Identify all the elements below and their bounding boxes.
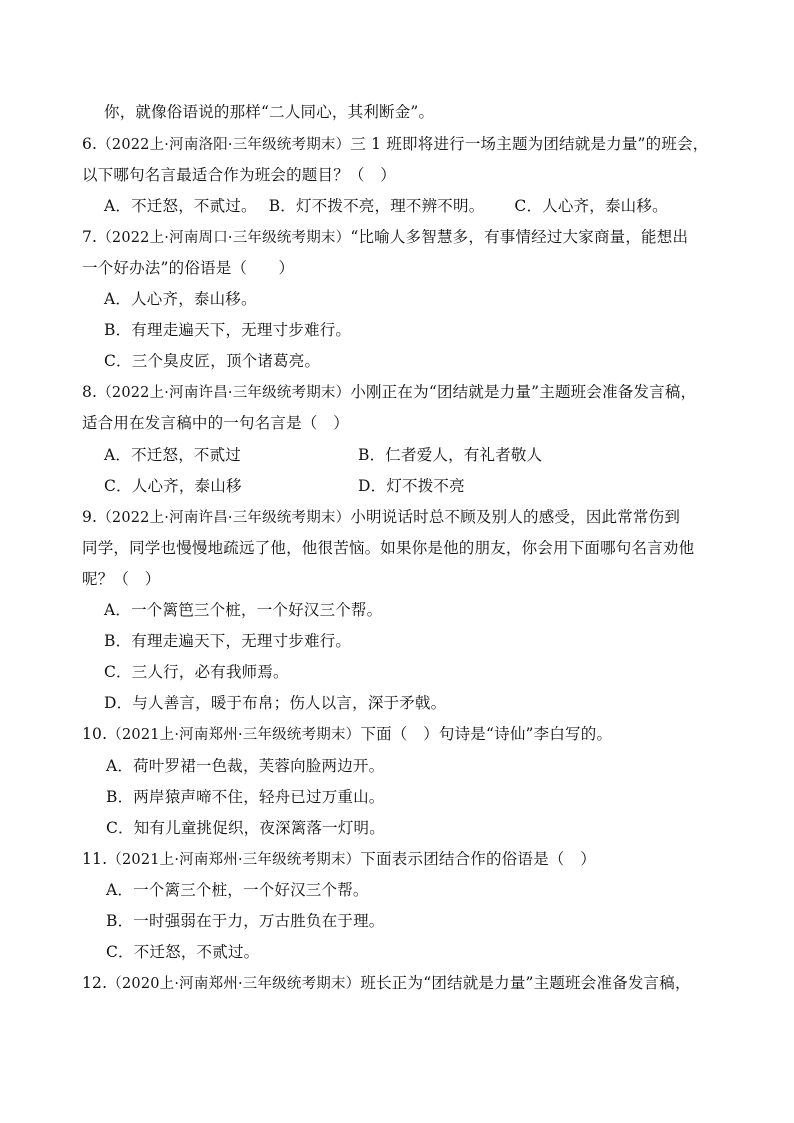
question-number: 9. bbox=[82, 508, 98, 526]
question-6-line-1 bbox=[82, 134, 708, 155]
question-stem: “比喻人多智慧多，有事情经过大家商量，能想出 bbox=[350, 228, 689, 246]
question-stem: 小明说话时总不顾及别人的感受，因此常常伤到 bbox=[350, 508, 681, 526]
question-11-line-1 bbox=[82, 849, 596, 870]
question-8-option-d: D．灯不拨不亮 bbox=[358, 477, 465, 495]
question-6-line-2: 以下哪句名言最适合作为班会的题目？（ ） bbox=[82, 166, 397, 184]
question-9-option-b: B．有理走遍天下，无理寸步难行。 bbox=[104, 632, 352, 650]
question-number: 6. bbox=[82, 135, 98, 153]
question-10-option-b: B．两岸猿声啼不住，轻舟已过万重山。 bbox=[106, 788, 385, 806]
question-11-option-c: C．不迁怒，不贰过。 bbox=[106, 943, 260, 961]
intro-line: 你，就像俗语说的那样“二人同心，其利断金”。 bbox=[104, 103, 435, 121]
question-8-option-c: C．人心齐，泰山移 bbox=[104, 477, 242, 495]
question-source: （2021上·河南郑州·三年级统考期末） bbox=[107, 727, 361, 743]
question-number: 11. bbox=[82, 850, 108, 868]
question-7-option-a: A．人心齐，泰山移。 bbox=[104, 290, 257, 308]
question-source: （2022上·河南许昌·三年级统考期末） bbox=[97, 385, 351, 401]
option-b: B．灯不拨不亮，理不辨不明。 bbox=[268, 197, 485, 215]
question-8-option-b: B．仁者爱人，有礼者敬人 bbox=[358, 446, 543, 464]
question-number: 7. bbox=[82, 228, 98, 246]
question-8-line-2: 适合用在发言稿中的一句名言是（ ） bbox=[82, 414, 349, 432]
question-10-option-c: C．知有儿童挑促织，夜深篱落一灯明。 bbox=[106, 819, 385, 837]
question-source: （2020上·河南郑州·三年级统考期末） bbox=[107, 976, 361, 992]
question-stem: 下面（ ）句诗是“诗仙”李白写的。 bbox=[360, 725, 613, 743]
question-source: （2022上·河南许昌·三年级统考期末） bbox=[97, 510, 351, 526]
question-7-line-1 bbox=[82, 227, 688, 248]
question-10-line-1 bbox=[82, 724, 612, 745]
question-source: （2022上·河南周口·三年级统考期末） bbox=[97, 230, 351, 246]
question-12-line-1 bbox=[82, 973, 691, 994]
question-9-option-c: C．三人行，必有我师焉。 bbox=[104, 663, 289, 681]
question-number: 12. bbox=[82, 974, 108, 992]
question-source: （2022上·河南洛阳·三年级统考期末） bbox=[97, 137, 351, 153]
option-c: C．人心齐，泰山移。 bbox=[514, 197, 668, 215]
question-8-option-a: A．不迁怒，不贰过 bbox=[104, 446, 241, 464]
question-6-options bbox=[104, 196, 668, 216]
question-9-line-3: 呢？（ ） bbox=[82, 570, 161, 588]
question-number: 10. bbox=[82, 725, 108, 743]
question-9-line-1 bbox=[82, 507, 680, 528]
question-11-option-b: B．一时强弱在于力，万古胜负在于理。 bbox=[106, 912, 385, 930]
question-source: （2021上·河南郑州·三年级统考期末） bbox=[107, 852, 361, 868]
question-9-option-a: A．一个篱笆三个桩，一个好汉三个帮。 bbox=[104, 601, 383, 619]
question-7-line-2: 一个好办法”的俗语是（ ） bbox=[82, 259, 295, 277]
question-9-option-d: D．与人善言，暖于布帛；伤人以言，深于矛戟。 bbox=[104, 694, 447, 712]
question-7-option-b: B．有理走遍天下，无理寸步难行。 bbox=[104, 321, 352, 339]
question-8-line-1 bbox=[82, 382, 696, 403]
question-stem: 班长正为“团结就是力量”主题班会准备发言稿， bbox=[360, 974, 691, 992]
question-10-option-a: A．荷叶罗裙一色裁，芙蓉向脸两边开。 bbox=[106, 757, 385, 775]
question-number: 8. bbox=[82, 383, 98, 401]
question-9-line-2: 同学，同学也慢慢地疏远了他，他很苦恼。如果你是他的朋友，你会用下面哪句名言劝他 bbox=[82, 539, 695, 557]
question-stem: 三 1 班即将进行一场主题为团结就是力量”的班会， bbox=[350, 135, 709, 153]
question-stem: 下面表示团结合作的俗语是（ ） bbox=[360, 850, 596, 868]
option-a: A．不迁怒，不贰过。 bbox=[104, 197, 257, 215]
question-stem: 小刚正在为“团结就是力量”主题班会准备发言稿， bbox=[350, 383, 697, 401]
question-7-option-c: C．三个臭皮匠，顶个诸葛亮。 bbox=[104, 352, 321, 370]
question-11-option-a: A．一个篱三个桩，一个好汉三个帮。 bbox=[106, 881, 369, 899]
